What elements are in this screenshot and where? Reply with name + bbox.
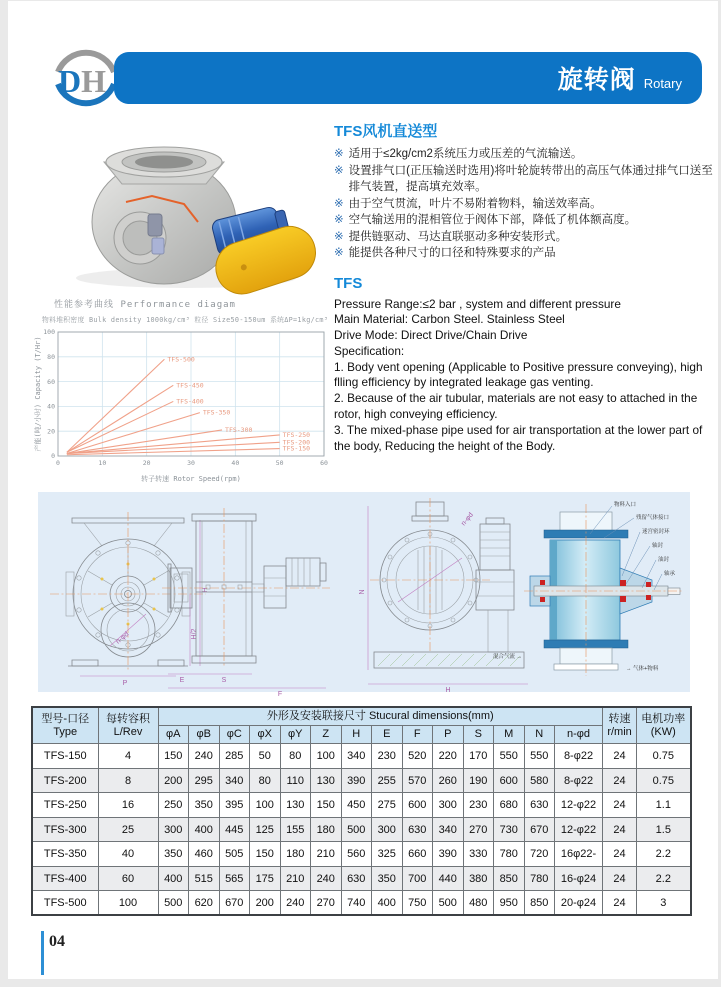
- feature-list: [334, 146, 714, 262]
- value-cell: 300: [372, 817, 403, 842]
- value-cell: 150: [311, 793, 342, 818]
- valve-fitting: [148, 214, 162, 236]
- value-cell: 8-φ22: [555, 768, 603, 793]
- performance-chart: [32, 326, 334, 488]
- value-cell: 850: [494, 866, 525, 891]
- value-cell: 12-φ22: [555, 817, 603, 842]
- intro-title: TFS风机直送型: [334, 123, 438, 140]
- dim-e: E: [179, 677, 185, 684]
- col-dims-group: 外形及安装联接尺寸 Stucural dimensions(mm): [158, 707, 603, 726]
- callout-material-inlet: 物料入口: [614, 502, 637, 508]
- value-cell: 350: [189, 793, 220, 818]
- value-cell: 80: [250, 768, 281, 793]
- spec-line: 1. Body vent opening (Applicable to Positive pressure conveying), high flling efficiency by integrated leakage gas venting.: [334, 359, 703, 390]
- value-cell: 100: [311, 744, 342, 769]
- feature-item: [334, 163, 714, 196]
- svg-text:TFS-400: TFS-400: [176, 397, 204, 406]
- value-cell: 100: [98, 891, 158, 916]
- dim-n: N: [359, 589, 366, 595]
- chart-title-en: Performance diagam: [120, 300, 236, 310]
- value-cell: 670: [219, 891, 250, 916]
- value-cell: 2.2: [637, 866, 691, 891]
- value-cell: 620: [189, 891, 220, 916]
- value-cell: 4: [98, 744, 158, 769]
- spec-line: 3. The mixed-phase pipe used for air transportation at the lower part of the body, Reducing the height of the Body.: [334, 422, 703, 453]
- value-cell: 180: [311, 817, 342, 842]
- bullet-text: 由于空气贯流，叶片不易附着物料，输送效率高。: [348, 197, 602, 210]
- value-cell: 460: [189, 842, 220, 867]
- svg-text:100: 100: [43, 328, 55, 337]
- svg-text:30: 30: [187, 459, 195, 467]
- value-cell: 275: [372, 793, 403, 818]
- drawings-panel: [38, 492, 690, 698]
- spec-lines: [334, 297, 714, 455]
- dim-h3: H: [445, 687, 451, 694]
- bullet-text: 设置排气口(正压输送时选用)将叶轮旋转带出的高压气体通过排气口送至排气装置，提高填充效率。: [348, 164, 713, 193]
- value-cell: 340: [341, 744, 372, 769]
- value-cell: 240: [280, 891, 311, 916]
- banner-title-en: Rotary: [643, 75, 682, 91]
- value-cell: 300: [433, 793, 464, 818]
- table-row: [32, 866, 691, 891]
- col-dim: φA: [158, 726, 189, 744]
- value-cell: 350: [372, 866, 403, 891]
- value-cell: 440: [433, 866, 464, 891]
- drawing-front-view: [50, 512, 209, 687]
- value-cell: 285: [219, 744, 250, 769]
- value-cell: 660: [402, 842, 433, 867]
- value-cell: 400: [189, 817, 220, 842]
- value-cell: 24: [603, 817, 637, 842]
- table-row: [32, 817, 691, 842]
- value-cell: 3: [637, 891, 691, 916]
- drawing-side-view: [162, 508, 330, 698]
- svg-text:40: 40: [231, 459, 240, 467]
- value-cell: 325: [372, 842, 403, 867]
- value-cell: 24: [603, 866, 637, 891]
- value-cell: 500: [158, 891, 189, 916]
- value-cell: 50: [250, 744, 281, 769]
- value-cell: 600: [494, 768, 525, 793]
- value-cell: 400: [372, 891, 403, 916]
- value-cell: 0.75: [637, 768, 691, 793]
- drawing-drive-view: [359, 498, 528, 694]
- value-cell: 150: [250, 842, 281, 867]
- value-cell: 600: [402, 793, 433, 818]
- page-number-bar: [41, 931, 44, 975]
- value-cell: 20-φ24: [555, 891, 603, 916]
- svg-text:TFS-350: TFS-350: [202, 408, 231, 417]
- col-dim: n-φd: [555, 726, 603, 744]
- value-cell: 24: [603, 842, 637, 867]
- value-cell: 110: [280, 768, 311, 793]
- value-cell: 1.5: [637, 817, 691, 842]
- bullet-marker: ※: [334, 230, 344, 243]
- col-dim: φC: [219, 726, 250, 744]
- value-cell: 24: [603, 744, 637, 769]
- page-banner: [114, 52, 702, 104]
- value-cell: 200: [250, 891, 281, 916]
- value-cell: 295: [189, 768, 220, 793]
- svg-text:TFS-450: TFS-450: [176, 381, 204, 390]
- value-cell: 450: [341, 793, 372, 818]
- value-cell: 330: [463, 842, 494, 867]
- spec-line: Main Material: Carbon Steel. Stainless Steel: [334, 312, 565, 327]
- svg-text:TFS-300: TFS-300: [225, 425, 253, 434]
- value-cell: 240: [189, 744, 220, 769]
- col-dim: φY: [280, 726, 311, 744]
- callout-oil-seal: 油封: [658, 557, 670, 563]
- flow-right-label: → 气体+物料: [626, 666, 659, 672]
- value-cell: 16: [98, 793, 158, 818]
- col-dim: φX: [250, 726, 281, 744]
- value-cell: 565: [219, 866, 250, 891]
- svg-text:0: 0: [51, 452, 55, 461]
- model-cell: TFS-250: [32, 793, 98, 818]
- value-cell: 850: [524, 891, 555, 916]
- value-cell: 180: [280, 842, 311, 867]
- col-type: 型号-口径 Type: [32, 707, 98, 744]
- spec-line: Pressure Range:≤2 bar , system and different pressure: [334, 296, 621, 311]
- col-dim: M: [494, 726, 525, 744]
- model-cell: TFS-150: [32, 744, 98, 769]
- value-cell: 125: [250, 817, 281, 842]
- value-cell: 100: [250, 793, 281, 818]
- value-cell: 950: [494, 891, 525, 916]
- dim-bolt-label: n-φd: [114, 630, 131, 646]
- value-cell: 580: [524, 768, 555, 793]
- drawing-cross-section: [493, 500, 682, 676]
- feature-item: [334, 245, 714, 262]
- col-dim: P: [433, 726, 464, 744]
- value-cell: 730: [494, 817, 525, 842]
- value-cell: 80: [280, 744, 311, 769]
- value-cell: 210: [311, 842, 342, 867]
- value-cell: 155: [280, 817, 311, 842]
- value-cell: 780: [494, 842, 525, 867]
- table-body: [32, 744, 691, 916]
- valve-fitting-2: [152, 238, 164, 254]
- value-cell: 190: [463, 768, 494, 793]
- bullet-marker: ※: [334, 164, 344, 177]
- value-cell: 270: [463, 817, 494, 842]
- chart-subtitle: 物料堆积密度 Bulk density 1000kg/cm³ 粒径 Size50-150um 系统ΔP=1kg/cm³: [42, 316, 329, 324]
- model-cell: TFS-400: [32, 866, 98, 891]
- svg-text:TFS-250: TFS-250: [282, 430, 311, 439]
- value-cell: 680: [494, 793, 525, 818]
- value-cell: 25: [98, 817, 158, 842]
- value-cell: 24: [603, 768, 637, 793]
- svg-text:40: 40: [47, 402, 55, 411]
- table-row: [32, 768, 691, 793]
- bullet-marker: ※: [334, 148, 344, 160]
- bullet-marker: ※: [334, 197, 344, 210]
- bullet-text: 适用于≤2kg/cm2系统压力或压差的气流输送。: [348, 148, 583, 160]
- value-cell: 1.1: [637, 793, 691, 818]
- bullet-text: 能提供各种尺寸的口径和特殊要求的产品: [348, 247, 556, 259]
- value-cell: 260: [433, 768, 464, 793]
- value-cell: 220: [433, 744, 464, 769]
- value-cell: 210: [280, 866, 311, 891]
- value-cell: 150: [158, 744, 189, 769]
- model-cell: TFS-350: [32, 842, 98, 867]
- bullet-marker: ※: [334, 214, 344, 226]
- callout-gas-port: 残留气体接口: [636, 515, 670, 521]
- svg-text:TFS-500: TFS-500: [167, 355, 195, 364]
- value-cell: 270: [311, 891, 342, 916]
- value-cell: 630: [402, 817, 433, 842]
- col-dim: E: [372, 726, 403, 744]
- value-cell: 24: [603, 891, 637, 916]
- value-cell: 630: [341, 866, 372, 891]
- spec-line: Specification:: [334, 343, 405, 358]
- banner-title-zh: 旋转阀: [557, 66, 636, 94]
- model-cell: TFS-300: [32, 817, 98, 842]
- value-cell: 505: [219, 842, 250, 867]
- product-photo: [56, 126, 322, 294]
- model-cell: TFS-500: [32, 891, 98, 916]
- bullet-text: 提供链驱动、马达直联驱动多种安装形式。: [348, 230, 568, 243]
- value-cell: 670: [524, 817, 555, 842]
- value-cell: 300: [158, 817, 189, 842]
- value-cell: 780: [524, 866, 555, 891]
- chart-block: [32, 297, 334, 493]
- value-cell: 60: [98, 866, 158, 891]
- col-dim: S: [463, 726, 494, 744]
- value-cell: 390: [433, 842, 464, 867]
- value-cell: 40: [98, 842, 158, 867]
- col-dim: N: [524, 726, 555, 744]
- value-cell: 390: [341, 768, 372, 793]
- spec-title: TFS: [334, 274, 363, 292]
- feature-item: [334, 229, 714, 246]
- value-cell: 700: [402, 866, 433, 891]
- svg-text:60: 60: [320, 459, 328, 467]
- col-power: 电机功率 (KW): [637, 707, 691, 744]
- value-cell: 8: [98, 768, 158, 793]
- value-cell: 380: [463, 866, 494, 891]
- value-cell: 500: [341, 817, 372, 842]
- svg-text:50: 50: [275, 459, 284, 467]
- col-dim: H: [341, 726, 372, 744]
- callout-labyrinth-seal: 迷宫密封环: [642, 529, 670, 535]
- svg-text:10: 10: [98, 459, 107, 467]
- col-lrev: 每转容积 L/Rev: [98, 707, 158, 744]
- value-cell: 175: [250, 866, 281, 891]
- spec-line: 2. Because of the air tubular, materials are not easy to attached in the rotor, high conveying efficiency.: [334, 391, 698, 422]
- value-cell: 8-φ22: [555, 744, 603, 769]
- value-cell: 750: [402, 891, 433, 916]
- value-cell: 550: [494, 744, 525, 769]
- logo-text: DH: [58, 63, 106, 99]
- col-dim: φB: [189, 726, 220, 744]
- callout-bearing: 轴承: [664, 571, 676, 577]
- value-cell: 445: [219, 817, 250, 842]
- value-cell: 550: [524, 744, 555, 769]
- flow-left-label: 混合气流 →: [492, 654, 522, 660]
- value-cell: 12-φ22: [555, 793, 603, 818]
- value-cell: 515: [189, 866, 220, 891]
- value-cell: 16φ22-: [555, 842, 603, 867]
- value-cell: 340: [219, 768, 250, 793]
- value-cell: 240: [311, 866, 342, 891]
- chart-title-zh: 性能参考曲线: [54, 300, 115, 310]
- value-cell: 720: [524, 842, 555, 867]
- table-row: [32, 744, 691, 769]
- table-header: [32, 707, 691, 744]
- value-cell: 500: [433, 891, 464, 916]
- model-cell: TFS-200: [32, 768, 98, 793]
- svg-text:TFS-150: TFS-150: [282, 444, 311, 453]
- chart-title: [54, 297, 334, 310]
- svg-text:60: 60: [47, 377, 55, 386]
- value-cell: 24: [603, 793, 637, 818]
- feature-item: [334, 196, 714, 213]
- intro-section: [334, 120, 714, 454]
- value-cell: 0.75: [637, 744, 691, 769]
- value-cell: 740: [341, 891, 372, 916]
- value-cell: 16-φ24: [555, 866, 603, 891]
- value-cell: 2.2: [637, 842, 691, 867]
- value-cell: 130: [311, 768, 342, 793]
- col-dim: Z: [311, 726, 342, 744]
- value-cell: 255: [372, 768, 403, 793]
- dim-bolt-label: n-φd: [460, 511, 475, 528]
- page-number: 04: [49, 933, 65, 950]
- table-row: [32, 842, 691, 867]
- svg-text:TFS-200: TFS-200: [282, 438, 311, 447]
- dim-p: P: [122, 680, 128, 687]
- callout-shaft-seal: 轴封: [652, 543, 664, 549]
- value-cell: 560: [341, 842, 372, 867]
- inlet-hole: [135, 156, 193, 169]
- value-cell: 200: [158, 768, 189, 793]
- bullet-text: 空气输送用的混相管位于阀体下部，降低了机体额高度。: [348, 214, 637, 226]
- value-cell: 480: [463, 891, 494, 916]
- col-dim: F: [402, 726, 433, 744]
- bullet-marker: ※: [334, 247, 344, 259]
- spec-section: [334, 275, 714, 455]
- value-cell: 130: [280, 793, 311, 818]
- table-row: [32, 891, 691, 916]
- value-cell: 230: [463, 793, 494, 818]
- value-cell: 350: [158, 842, 189, 867]
- svg-text:转子转速 Rotor Speed(rpm): 转子转速 Rotor Speed(rpm): [141, 475, 241, 483]
- dimensions-table: [31, 706, 692, 916]
- svg-text:80: 80: [47, 353, 55, 361]
- col-speed: 转速 r/min: [603, 707, 637, 744]
- dim-f: F: [277, 691, 283, 698]
- table-row: [32, 793, 691, 818]
- svg-text:产能(吨/小时) Capacity (T/Hr): 产能(吨/小时) Capacity (T/Hr): [34, 336, 42, 452]
- value-cell: 250: [158, 793, 189, 818]
- value-cell: 400: [158, 866, 189, 891]
- dim-s: S: [221, 677, 227, 684]
- svg-text:20: 20: [47, 427, 55, 436]
- value-cell: 570: [402, 768, 433, 793]
- spec-line: Drive Mode: Direct Drive/Chain Drive: [334, 328, 528, 343]
- value-cell: 340: [433, 817, 464, 842]
- value-cell: 230: [372, 744, 403, 769]
- value-cell: 395: [219, 793, 250, 818]
- dim-h2: H/2: [191, 628, 198, 640]
- value-cell: 630: [524, 793, 555, 818]
- svg-text:0: 0: [56, 459, 60, 467]
- feature-item: [334, 146, 714, 163]
- dim-h: H: [202, 587, 209, 593]
- dimensions-table-block: [31, 706, 692, 916]
- svg-text:20: 20: [142, 459, 151, 467]
- value-cell: 170: [463, 744, 494, 769]
- value-cell: 520: [402, 744, 433, 769]
- feature-item: [334, 212, 714, 229]
